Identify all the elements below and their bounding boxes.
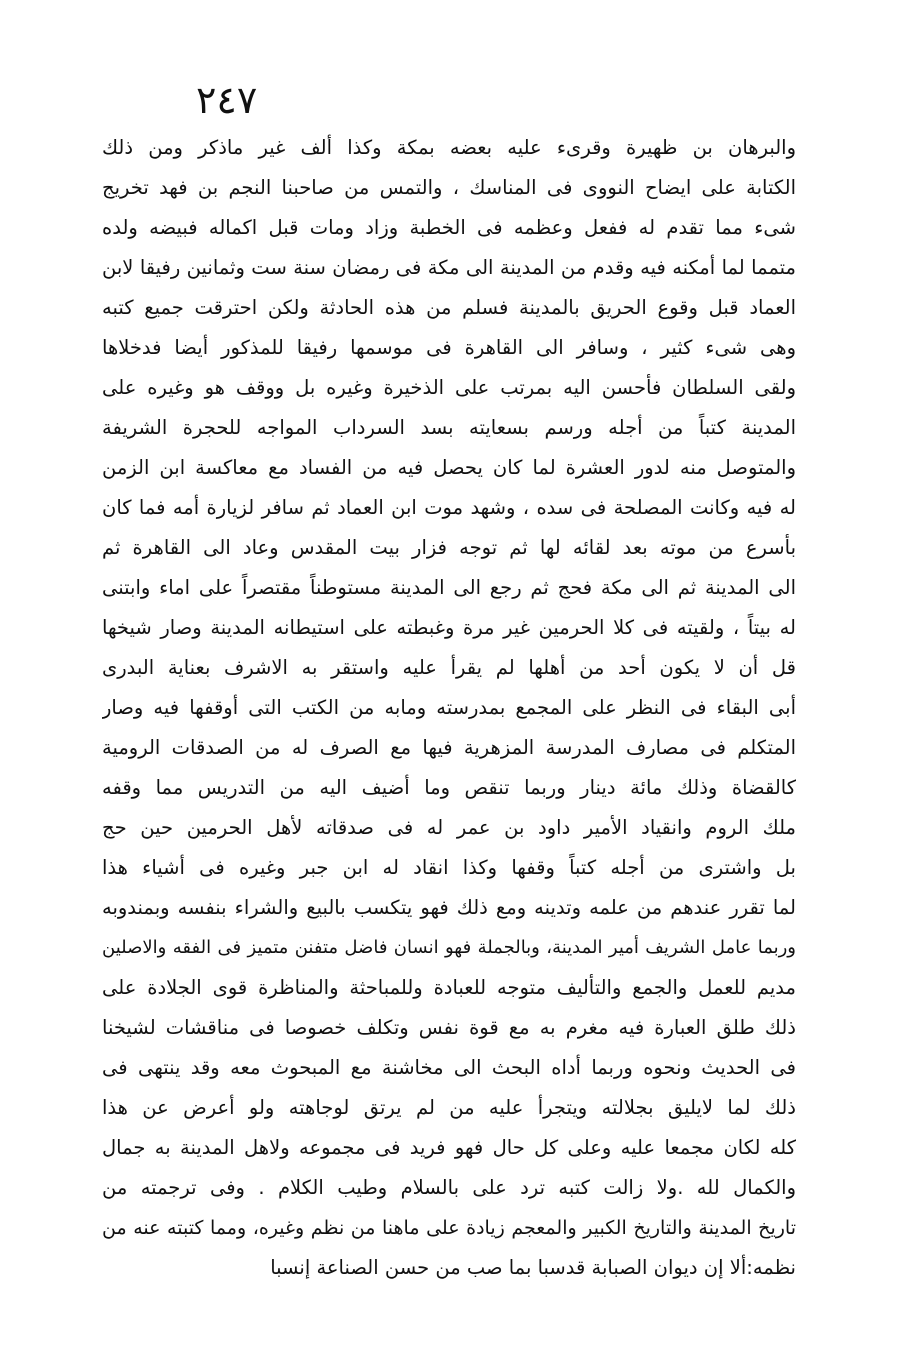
text-line: شىء مما تقدم له ففعل وعظمه فى الخطبة وزاد ومات قبل اكماله فبيضه ولده — [102, 216, 796, 239]
text-line: كله لكان مجمعا عليه وعلى كل حال فهو فريد فى مجموعه ولاهل المدينة به جمال — [102, 1136, 796, 1159]
page-number: ٢٤٧ — [196, 78, 258, 122]
text-line: المدينة كتباً من أجله ورسم بسعايته بسد السرداب المواجه للحجرة الشريفة — [102, 416, 796, 439]
text-line: ملك الروم وانقياد الأمير داود بن عمر له فى صدقاته لأهل الحرمين حين حج — [102, 816, 796, 839]
text-line: ذلك لما لايليق بجلالته ويتجرأ عليه من لم يرتق لوجاهته ولو أعرض عن هذا — [102, 1096, 796, 1119]
text-line: فى الحديث ونحوه وربما أداه البحث الى مخاشنة مع المبحوث معه وقد ينتهى فى — [102, 1056, 796, 1079]
text-body — [102, 128, 796, 1288]
text-line: والكمال لله .ولا زالت كتبه ترد على بالسلام وطيب الكلام . وفى ترجمته من — [102, 1176, 796, 1199]
text-line: العماد قبل وقوع الحريق بالمدينة فسلم من هذه الحادثة ولكن احترقت جميع كتبه — [102, 296, 796, 319]
text-line: والمتوصل منه لدور العشرة لما كان يحصل فيه من الفساد مع معاكسة ابن الزمن — [102, 456, 796, 479]
text-line: نظمه:ألا إن ديوان الصبابة قدسبا بما صب من حسن الصناعة إنسبا — [270, 1256, 796, 1279]
text-line: الى المدينة ثم الى مكة فحج ثم رجع الى المدينة مستوطناً مقتصراً على اماء وابتنى — [102, 576, 796, 599]
text-line: كالقضاة وذلك مائة دينار وربما تنقص وما أضيف اليه من التدريس مما وقفه — [102, 776, 796, 799]
text-line: بأسرع من موته بعد لقائه لها ثم توجه فزار بيت المقدس وعاد الى القاهرة ثم — [102, 536, 796, 559]
text-line: الكتابة على ايضاح النووى فى المناسك ، والتمس من صاحبنا النجم بن فهد تخريج — [102, 176, 796, 199]
text-line: ذلك طلق العبارة فيه مغرم به مع قوة نفس وتكلف خصوصا فى مناقشات لشيخنا — [102, 1016, 796, 1039]
text-line: متمما لما أمكنه فيه وقدم من المدينة الى مكة فى رمضان سنة ست وثمانين رفيقا لابن — [102, 256, 796, 279]
text-line: تاريخ المدينة والتاريخ الكبير والمعجم زيادة على ماهنا من نظم وغيره، ومما كتبته عنه من — [102, 1217, 796, 1239]
text-line: والبرهان بن ظهيرة وقرىء عليه بعضه بمكة وكذا ألف غير ماذكر ومن ذلك — [102, 136, 796, 159]
text-line: ولقى السلطان فأحسن اليه بمرتب على الذخيرة وغيره بل ووقف هو وغيره على — [102, 376, 796, 399]
text-line: وهى شىء كثير ، وسافر الى القاهرة فى موسمها رفيقا للمذكور أيضا فدخلاها — [102, 336, 796, 359]
text-line: المتكلم فى مصارف المدرسة المزهرية فيها مع الصرف له من الصدقات الرومية — [102, 736, 796, 759]
text-line: مديم للعمل والجمع والتأليف متوجه للعبادة وللمباحثة والمناظرة قوى الجلادة على — [102, 976, 796, 999]
text-line: أبى البقاء فى النظر على المجمع بمدرسته ومابه من الكتب التى أوقفها فيه وصار — [102, 696, 796, 719]
text-line: بل واشترى من أجله كتباً وقفها وكذا انقاد له ابن جبر وغيره فى أشياء هذا — [102, 856, 796, 879]
text-line: له فيه وكانت المصلحة فى سده ، وشهد موت ابن العماد ثم سافر لزيارة أمه فما كان — [102, 496, 796, 519]
text-line: وربما عامل الشريف أمير المدينة، وبالجملة فهو انسان فاضل متفنن متميز فى الفقه والاصلين — [102, 937, 796, 958]
text-line: له بيتاً ، ولقيته فى كلا الحرمين غير مرة وغبطته على استيطانه المدينة وصار شيخها — [102, 616, 796, 639]
text-line: لما تقرر عندهم من علمه وتدينه ومع ذلك فهو يتكسب بالبيع والشراء بنفسه وبمندوبه — [102, 896, 796, 919]
text-line: قل أن لا يكون أحد من أهلها لم يقرأ عليه واستقر به الاشرف بعناية البدرى — [102, 656, 796, 679]
